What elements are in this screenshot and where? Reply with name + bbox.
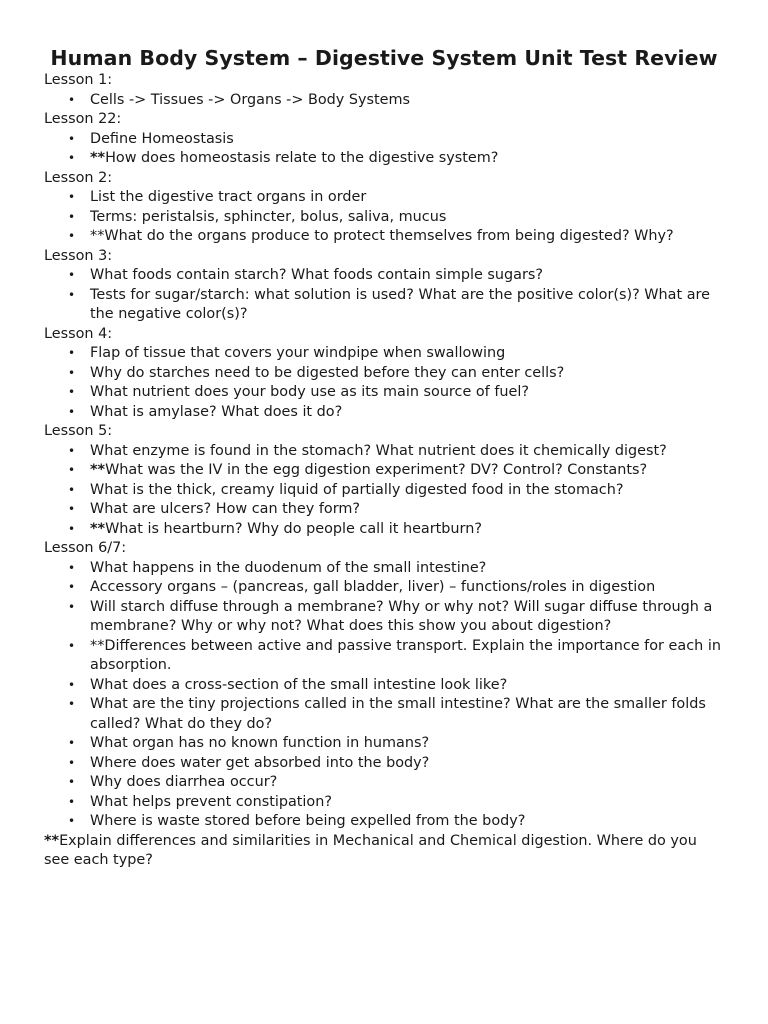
bullet-icon: • bbox=[68, 190, 76, 204]
question-item bbox=[44, 695, 724, 734]
bullet-icon: • bbox=[68, 677, 76, 692]
lesson-heading: Lesson 5: bbox=[44, 423, 113, 439]
question-item bbox=[44, 734, 724, 754]
question-item bbox=[44, 481, 724, 501]
question-item bbox=[44, 812, 724, 832]
bullet-icon: • bbox=[68, 560, 76, 575]
question-item bbox=[44, 344, 724, 364]
bullet-icon: • bbox=[68, 502, 76, 516]
question-item bbox=[44, 461, 724, 481]
lesson-section bbox=[44, 71, 724, 110]
bullet-icon: • bbox=[68, 268, 76, 282]
bullet-icon: • bbox=[68, 755, 76, 770]
question-text: Why do starches need to be digested before they can enter cells? bbox=[90, 364, 565, 381]
bullet-icon: • bbox=[68, 638, 76, 653]
bullet-icon: • bbox=[68, 287, 76, 302]
star-marker: ** bbox=[90, 520, 106, 537]
bullet-icon: • bbox=[68, 151, 76, 165]
lesson-heading: Lesson 2: bbox=[44, 169, 113, 186]
question-item bbox=[44, 578, 724, 598]
star-marker: ** bbox=[44, 832, 60, 849]
question-text: Why does diarrhea occur? bbox=[90, 774, 278, 790]
star-marker: ** bbox=[90, 150, 106, 166]
question-text: **What do the organs produce to protect themselves from being digested? Why? bbox=[90, 228, 674, 244]
question-text: What is the thick, creamy liquid of partially digested food in the stomach? bbox=[90, 481, 624, 498]
final-question bbox=[44, 832, 724, 871]
question-text: What does a cross-section of the small intestine look like? bbox=[90, 676, 508, 693]
question-text: What are the tiny projections called in the small intestine? What are the smaller folds called? What do they do? bbox=[90, 696, 706, 732]
question-text: What is heartburn? Why do people call it heartburn? bbox=[105, 520, 482, 537]
bullet-icon: • bbox=[68, 775, 76, 789]
question-item bbox=[44, 208, 724, 228]
lesson-heading: Lesson 4: bbox=[44, 325, 113, 342]
question-text: Where is waste stored before being expelled from the body? bbox=[90, 813, 526, 829]
question-item bbox=[44, 500, 724, 520]
question-text: What was the IV in the egg digestion experiment? DV? Control? Constants? bbox=[105, 462, 648, 478]
question-text: What helps prevent constipation? bbox=[90, 793, 332, 810]
bullet-icon: • bbox=[68, 92, 76, 107]
page-title: Human Body System – Digestive System Unit Test Review bbox=[50, 46, 718, 70]
question-item bbox=[44, 227, 724, 247]
question-list bbox=[44, 559, 724, 832]
lesson-section bbox=[44, 169, 724, 247]
question-text: Terms: peristalsis, sphincter, bolus, saliva, mucus bbox=[90, 208, 447, 225]
question-text: What happens in the duodenum of the small intestine? bbox=[90, 559, 487, 576]
question-item bbox=[44, 442, 724, 462]
bullet-icon: • bbox=[68, 229, 76, 243]
bullet-icon: • bbox=[68, 697, 76, 711]
question-text: Define Homeostasis bbox=[90, 130, 234, 147]
lesson-heading: Lesson 3: bbox=[44, 247, 113, 264]
question-item bbox=[44, 286, 724, 325]
question-text: What foods contain starch? What foods contain simple sugars? bbox=[90, 267, 544, 283]
bullet-icon: • bbox=[68, 209, 76, 224]
lesson-heading: Lesson 22: bbox=[44, 111, 122, 127]
question-item bbox=[44, 91, 724, 111]
bullet-icon: • bbox=[68, 599, 76, 614]
question-item bbox=[44, 754, 724, 774]
bullet-icon: • bbox=[68, 365, 76, 380]
question-text: What is amylase? What does it do? bbox=[90, 403, 343, 420]
question-item bbox=[44, 637, 724, 676]
question-item bbox=[44, 559, 724, 579]
question-item bbox=[44, 130, 724, 150]
question-item bbox=[44, 773, 724, 793]
question-text: Accessory organs – (pancreas, gall bladder, liver) – functions/roles in digestion bbox=[90, 579, 656, 595]
question-item bbox=[44, 383, 724, 403]
bullet-icon: • bbox=[68, 482, 76, 497]
star-marker: ** bbox=[90, 462, 106, 478]
bullet-icon: • bbox=[68, 814, 76, 828]
question-item bbox=[44, 598, 724, 637]
question-item bbox=[44, 188, 724, 208]
lesson-heading: Lesson 6/7: bbox=[44, 540, 127, 556]
question-text: How does homeostasis relate to the digestive system? bbox=[105, 150, 499, 166]
bullet-icon: • bbox=[68, 131, 76, 146]
question-list bbox=[44, 130, 724, 169]
bullet-icon: • bbox=[68, 794, 76, 809]
question-item bbox=[44, 520, 724, 540]
bullet-icon: • bbox=[68, 385, 76, 399]
question-list bbox=[44, 344, 724, 422]
question-text: What nutrient does your body use as its main source of fuel? bbox=[90, 384, 529, 400]
question-text: Flap of tissue that covers your windpipe when swallowing bbox=[90, 345, 506, 361]
lesson-section bbox=[44, 247, 724, 325]
bullet-icon: • bbox=[68, 521, 76, 536]
question-list bbox=[44, 188, 724, 247]
question-item bbox=[44, 403, 724, 423]
question-text: Tests for sugar/starch: what solution is used? What are the positive color(s)? What are the negative color(s)? bbox=[90, 286, 710, 322]
bullet-icon: • bbox=[68, 736, 76, 750]
question-text: **Differences between active and passive transport. Explain the importance for each in absorption. bbox=[90, 637, 721, 673]
lesson-section bbox=[44, 539, 724, 832]
question-text: What enzyme is found in the stomach? What nutrient does it chemically digest? bbox=[90, 442, 667, 459]
bullet-icon: • bbox=[68, 346, 76, 360]
question-text: What are ulcers? How can they form? bbox=[90, 501, 361, 517]
document-page bbox=[44, 45, 724, 871]
bullet-icon: • bbox=[68, 404, 76, 419]
final-question-text: Explain differences and similarities in Mechanical and Chemical digestion. Where do you see each type? bbox=[44, 832, 697, 868]
question-list bbox=[44, 91, 724, 111]
bullet-icon: • bbox=[68, 443, 76, 458]
question-text: Cells -> Tissues -> Organs -> Body Systems bbox=[90, 91, 411, 108]
lesson-section bbox=[44, 422, 724, 539]
bullet-icon: • bbox=[68, 580, 76, 594]
bullet-icon: • bbox=[68, 463, 76, 477]
question-text: Will starch diffuse through a membrane? Why or why not? Will sugar diffuse through a membrane? Why or why not? What does this show you about digestion? bbox=[90, 598, 713, 634]
lesson-sections bbox=[44, 71, 724, 832]
question-item bbox=[44, 676, 724, 696]
question-item bbox=[44, 364, 724, 384]
question-list bbox=[44, 266, 724, 325]
question-item bbox=[44, 793, 724, 813]
lesson-section bbox=[44, 110, 724, 169]
question-item bbox=[44, 266, 724, 286]
question-text: What organ has no known function in humans? bbox=[90, 735, 430, 751]
question-list bbox=[44, 442, 724, 540]
lesson-section bbox=[44, 325, 724, 423]
question-text: Where does water get absorbed into the body? bbox=[90, 754, 430, 771]
question-text: List the digestive tract organs in order bbox=[90, 189, 367, 205]
question-item bbox=[44, 149, 724, 169]
lesson-heading: Lesson 1: bbox=[44, 72, 113, 88]
